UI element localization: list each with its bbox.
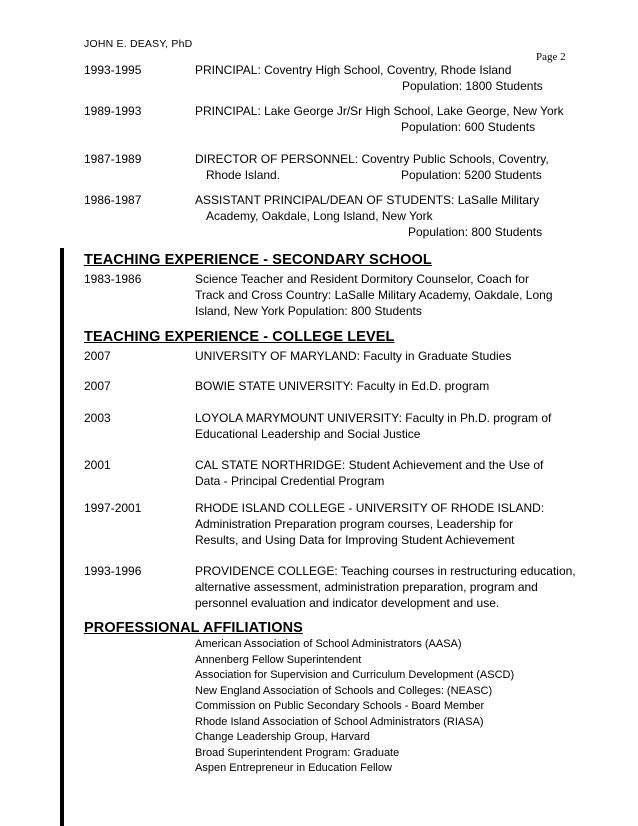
entry-description	[195, 378, 489, 394]
entry-date: 2007	[84, 349, 111, 363]
list-item: Aspen Entrepreneur in Education Fellow	[195, 762, 392, 774]
list-item: Annenberg Fellow Superintendent	[195, 653, 362, 666]
list-item: Broad Superintendent Program: Graduate	[195, 746, 400, 759]
entry-description	[195, 457, 543, 489]
entry-date: 2003	[84, 411, 111, 425]
list-item: Change Leadership Group, Harvard	[195, 731, 370, 743]
entry-line: personnel evaluation and indicator development and use.	[195, 596, 500, 610]
entry-line: LOYOLA MARYMOUNT UNIVERSITY: Faculty in Ph.D. program of	[195, 411, 552, 425]
header-name: JOHN E. DEASY, PhD	[84, 38, 193, 50]
entry-date: 2001	[84, 458, 111, 472]
entry-line: Science Teacher and Resident Dormitory Counselor, Coach for	[195, 272, 529, 286]
entry-line: Island, New York Population: 800 Students	[195, 304, 422, 318]
list-item: Rhode Island Association of School Administrators (RIASA)	[195, 715, 484, 728]
entry-population: Population: 5200 Students	[401, 168, 542, 182]
entry-date: 1997-2001	[84, 501, 142, 515]
entry-line: Rhode Island.	[206, 168, 281, 182]
entry-description	[195, 410, 551, 442]
entry-date: 1993-1995	[84, 63, 142, 77]
entry-line: Administration Preparation program courses, Leadership for	[195, 517, 514, 531]
entry-line: Academy, Oakdale, Long Island, New York	[206, 209, 433, 223]
entry-line: CAL STATE NORTHRIDGE: Student Achievement and the Use of	[195, 458, 544, 472]
entry-line: Results, and Using Data for Improving Student Achievement	[195, 533, 515, 547]
entry-line: PROVIDENCE COLLEGE: Teaching courses in restructuring education,	[195, 564, 576, 578]
entry-line: ASSISTANT PRINCIPAL/DEAN OF STUDENTS: LaSalle Military	[195, 193, 540, 207]
entry-date: 1987-1989	[84, 152, 142, 166]
entry-description	[195, 62, 511, 78]
entry-population: Population: 800 Students	[408, 225, 543, 239]
list-item: Commission on Public Secondary Schools - Board Member	[195, 700, 485, 712]
left-margin-rule	[60, 248, 64, 826]
section-heading-secondary: TEACHING EXPERIENCE - SECONDARY SCHOOL	[84, 252, 432, 268]
section-heading-college: TEACHING EXPERIENCE - COLLEGE LEVEL	[84, 329, 395, 345]
entry-line: Track and Cross Country: LaSalle Military Academy, Oakdale, Long	[195, 288, 553, 302]
entry-line: PRINCIPAL: Coventry High School, Coventry, Rhode Island	[195, 63, 512, 77]
entry-date: 2007	[84, 379, 111, 393]
entry-date: 1986-1987	[84, 193, 142, 207]
entry-date: 1983-1986	[84, 272, 142, 286]
entry-description	[195, 563, 576, 611]
list-item: American Association of School Administrators (AASA)	[195, 638, 462, 650]
entry-description	[195, 271, 553, 319]
entry-line: PRINCIPAL: Lake George Jr/Sr High School, Lake George, New York	[195, 104, 564, 118]
entry-population: Population: 600 Students	[401, 120, 536, 134]
entry-line: alternative assessment, administration preparation, program and	[195, 580, 538, 594]
list-item: Association for Supervision and Curriculum Development (ASCD)	[195, 669, 515, 681]
entry-description	[195, 192, 539, 224]
entry-line: Educational Leadership and Social Justice	[195, 427, 421, 441]
entry-date: 1993-1996	[84, 564, 142, 578]
entry-description	[195, 103, 564, 119]
entry-line: Data - Principal Credential Program	[195, 474, 385, 488]
entry-population: Population: 1800 Students	[402, 79, 543, 93]
entry-date: 1989-1993	[84, 104, 142, 118]
entry-line: UNIVERSITY OF MARYLAND: Faculty in Graduate Studies	[195, 349, 512, 363]
section-heading-affiliations: PROFESSIONAL AFFILIATIONS	[84, 620, 303, 636]
entry-line: DIRECTOR OF PERSONNEL: Coventry Public Schools, Coventry,	[195, 152, 549, 166]
entry-description	[195, 348, 511, 364]
page-number: Page 2	[536, 51, 566, 63]
entry-line: RHODE ISLAND COLLEGE - UNIVERSITY OF RHODE ISLAND:	[195, 501, 545, 515]
entry-line: BOWIE STATE UNIVERSITY: Faculty in Ed.D. program	[195, 379, 490, 393]
affiliations-list	[195, 637, 514, 777]
entry-description	[195, 500, 544, 548]
list-item: New England Association of Schools and Colleges: (NEASC)	[195, 684, 493, 697]
